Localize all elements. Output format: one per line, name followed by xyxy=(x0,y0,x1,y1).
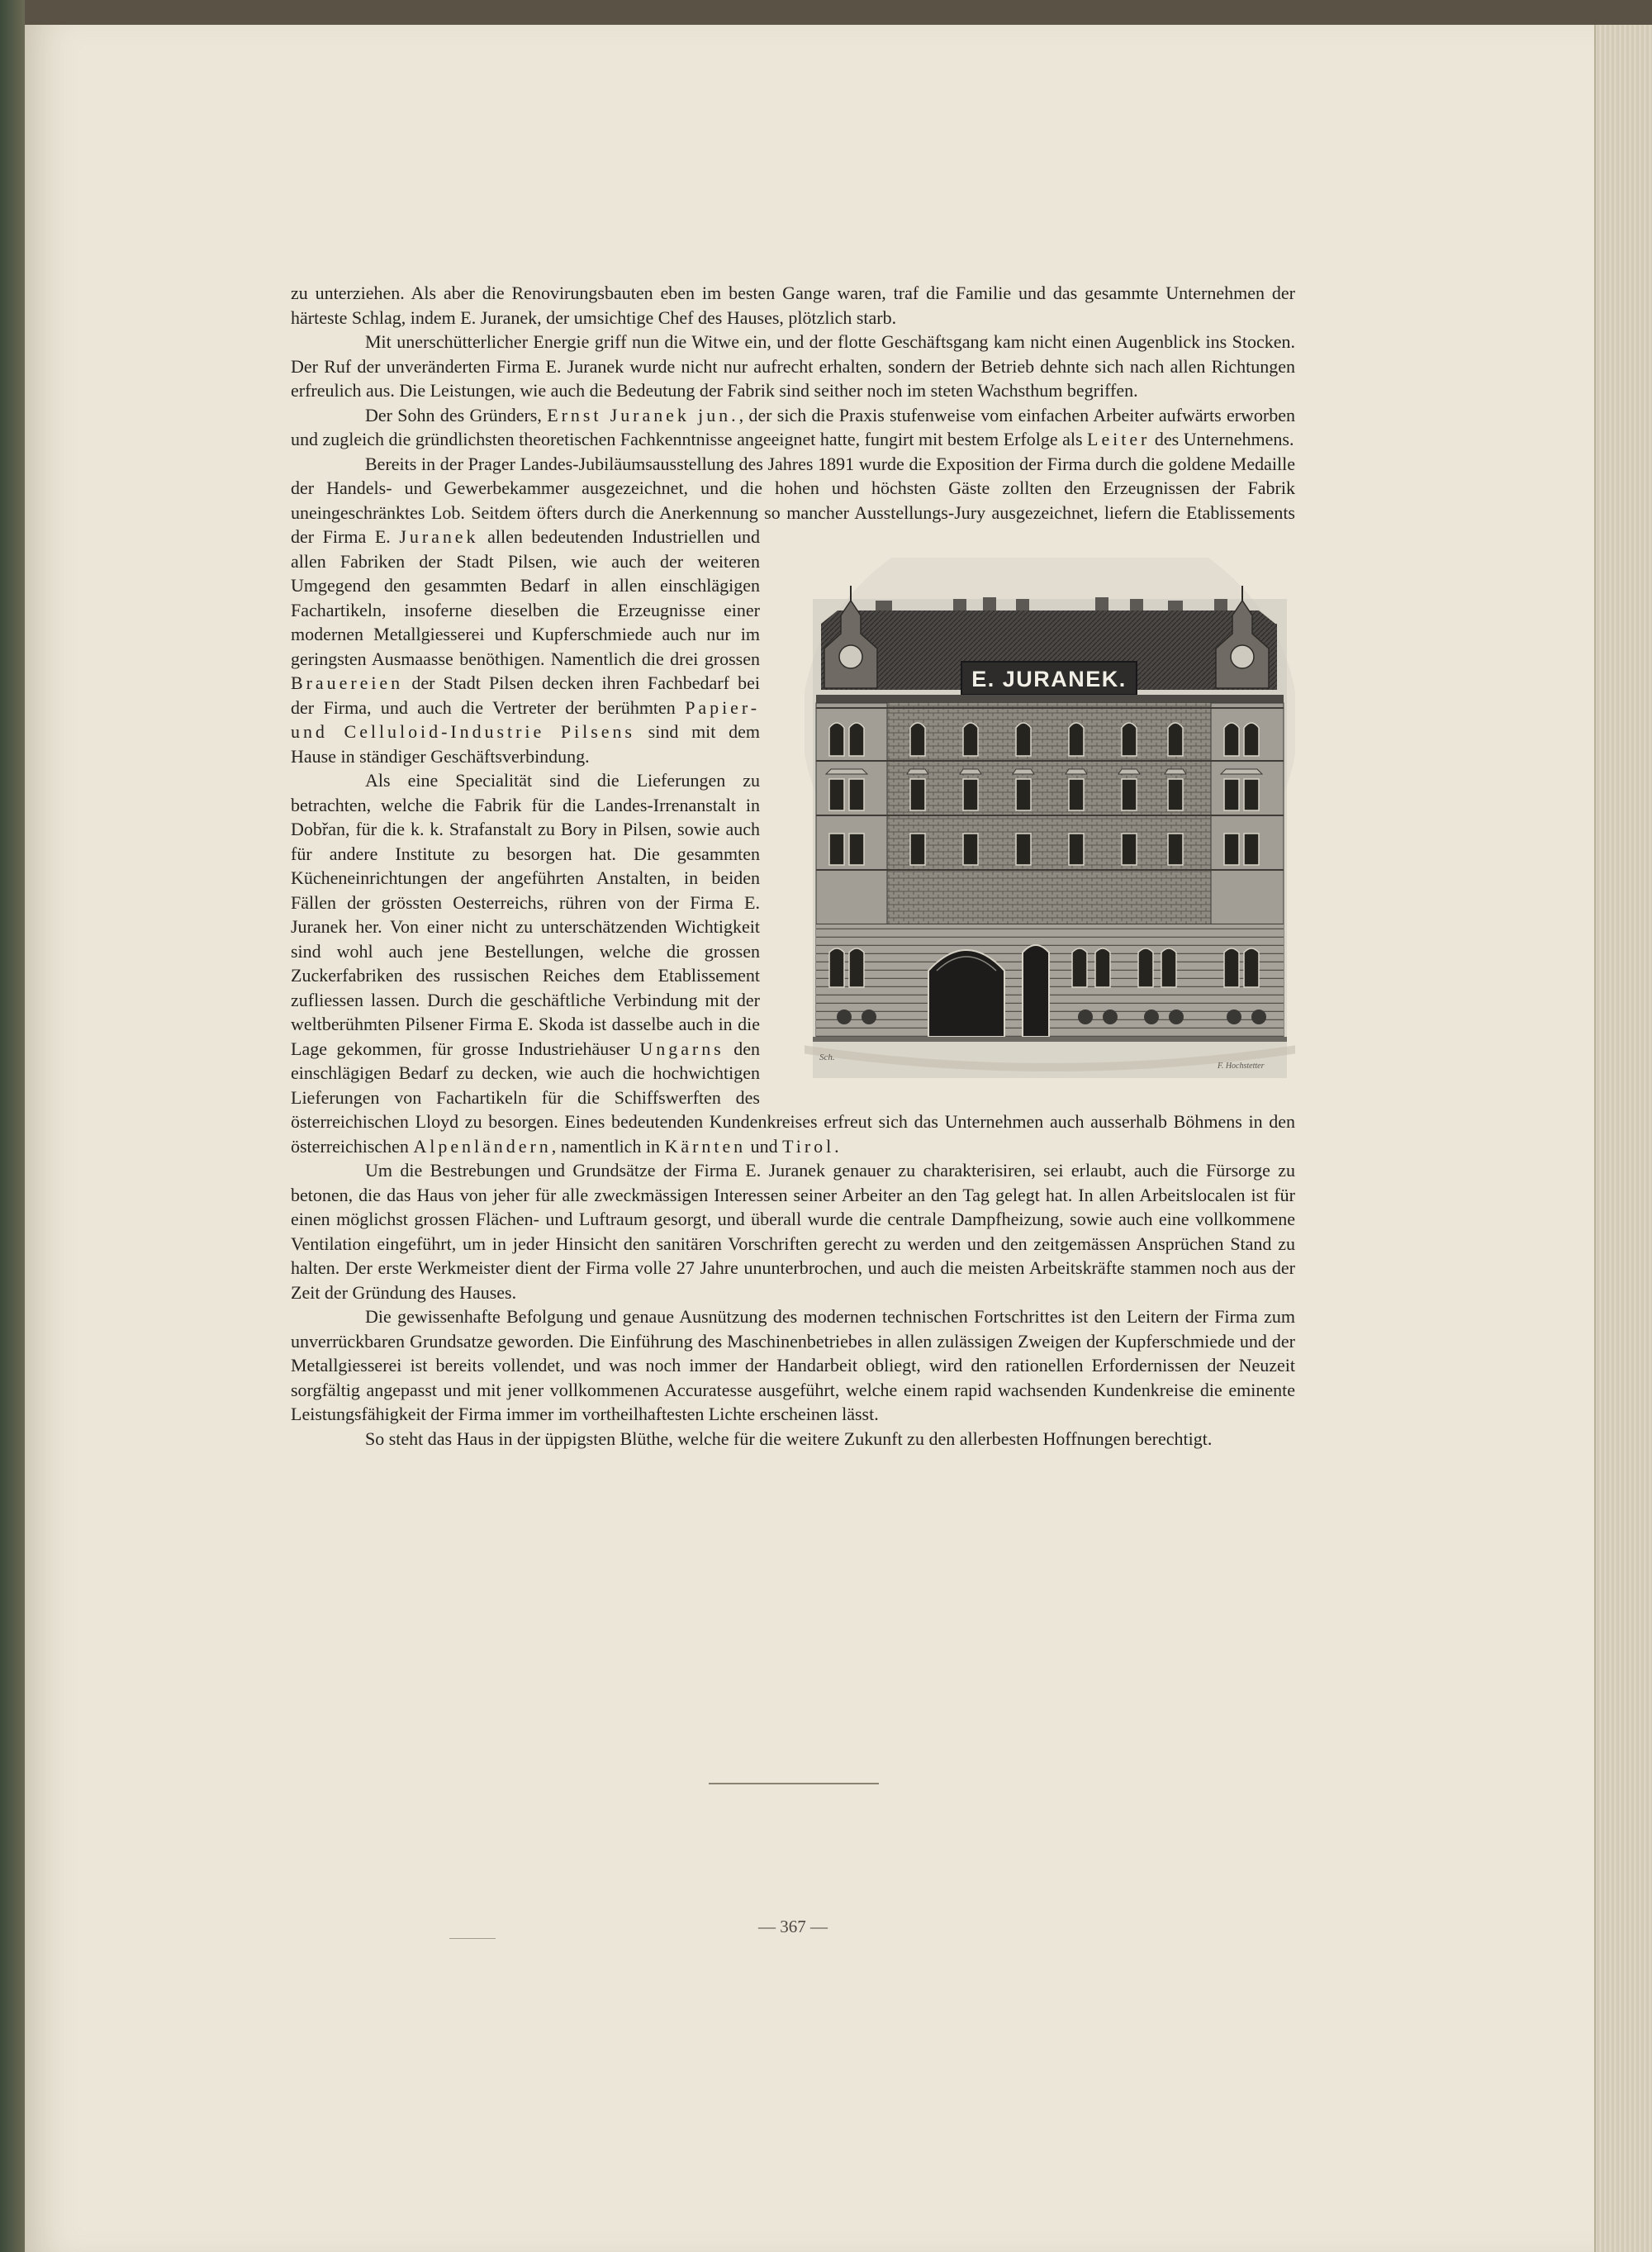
paper-mark xyxy=(449,1938,496,1939)
paragraph-7: Die gewissenhafte Befolgung und genaue Ausnützung des modernen technischen Fortschrittes ist den Leitern der Firma zum unverrückbaren Grundsatze geworden. Die Einführung des Maschinenbetriebes in allen zulässigen Zweigen der Kupferschmiede und der Metallgiesserei ist bereits vollendet, und was noch immer der Handarbeit obliegt, wird den rationellen Erfordernissen der Neuzeit sorgfältig angepasst und mit jener vollkommenen Accuratesse ausgeführt, welche einem rapid wachsenden Kundenkreise die eminente Leistungsfähigkeit der Firma immer im vortheilhaftesten Lichte erscheinen lässt. xyxy=(291,1306,1295,1424)
paragraph-4: Bereits in der Prager Landes-Jubiläumsausstellung des Jahres 1891 wurde die Exposition der Firma durch die goldene Medaille der Handels- und Gewerbekammer ausgezeichnet, und die hohen und höchsten Gäste zollten den Erzeugnissen der Fabrik uneingeschränktes Lob. Seitdem öfters durch die Anerkennung so mancher Ausstellungs-Jury ausgezeichnet, liefern die Etablissements der Firma E. Juranek E. JURANEK. Sch. F. Hochstetter allen bedeutenden Industriellen und allen Fabriken der Stadt Pilsen, wie auch der weiteren Umgegend den gesammten Bedarf in allen einschlägigen Fachartikeln, insoferne dieselben die Erzeugnisse einer modernen Metallgiesserei und Kupferschmiede auch nur im geringsten Ausmaasse benöthigen. Namentlich die drei grossen Brauereien der Stadt Pilsen decken ihren Fachbedarf bei der Firma, und auch die Vertreter der berühmten Papier- und Celluloid-Industrie Pilsens sind mit dem Hause in ständiger Geschäftsverbindung. xyxy=(291,452,1295,769)
paragraph-8: So steht das Haus in der üppigsten Blüthe, welche für die weitere Zukunft zu den allerbesten Hoffnungen berechtigt. xyxy=(365,1428,1213,1449)
scan-background xyxy=(25,0,1652,25)
section-divider xyxy=(709,1783,879,1784)
paragraph-3: Der Sohn des Gründers, Ernst Juranek jun., der sich die Praxis stufenweise vom einfachen Arbeiter aufwärts erworben und zugleich die gründlichsten theoretischen Fachkenntnisse angeeignet hatte, fungirt mit bestem Erfolge als Leiter des Unternehmens. xyxy=(291,404,1296,449)
body-text xyxy=(291,281,1295,1451)
book-spine-edge xyxy=(0,0,25,2252)
page-stack-edges xyxy=(1594,25,1652,2252)
page-number: — 367 — xyxy=(758,1917,828,1936)
paragraph-2: Mit unerschütterlicher Energie griff nun die Witwe ein, und der flotte Geschäftsgang kam nicht einen Augenblick ins Stocken. Der Ruf der unveränderten Firma E. Juranek wurde nicht nur aufrecht erhalten, sondern der Betrieb dehnte sich nach allen Richtungen erfreulich aus. Die Leistungen, wie auch die Bedeutung der Fabrik sind seither noch im steten Wachsthum begriffen. xyxy=(291,331,1295,401)
paragraph-6: Um die Bestrebungen und Grundsätze der Firma E. Juranek genauer zu charakterisiren, sei erlaubt, auch die Fürsorge zu betonen, die das Haus von jeher für alle zweckmässigen Interessen seiner Arbeiter an den Tag gelegt hat. In allen Arbeitslocalen ist für einen möglichst grossen Flächen- und Luftraum gesorgt, und überall wurde die centrale Dampfheizung, sowie auch eine vollkommene Ventilation eingeführt, um in jeder Hinsicht den sanitären Vorschriften gerecht zu werden und den zeitgemässen Ansprüchen Stand zu halten. Der erste Werkmeister dient der Firma volle 27 Jahre ununterbrochen, und auch die meisten Arbeitskräfte stammen noch aus der Zeit der Gründung des Hauses. xyxy=(291,1160,1295,1303)
facade-sign: E. JURANEK. xyxy=(971,667,1127,691)
building-illustration xyxy=(805,558,1295,1105)
engraver-signature-left: Sch. xyxy=(819,1052,835,1062)
paragraph-5: Als eine Specialität sind die Lieferungen zu betrachten, welche die Fabrik für die Landes-Irrenanstalt in Dobřan, für die k. k. Strafanstalt zu Bory in Pilsen, sowie auch für andere Institute zu besorgen hat. Die gesammten Kücheneinrichtungen der angeführten Anstalten, in beiden Fällen der grössten Oesterreichs, rühren von der Firma E. Juranek her. Von einer nicht zu unterschätzenden Wichtigkeit sind wohl auch jene Bestellungen, welche die grossen Zuckerfabriken des russischen Reiches dem Etablissement zufliessen lassen. Durch die geschäftliche Verbindung mit der weltberühmten Pilsener Firma E. Skoda ist dasselbe auch in die Lage gekommen, für grosse Industriehäuser Ungarns den einschlägigen Bedarf zu decken, wie auch die hochwichtigen Lieferungen von Fachartikeln für die Schiffswerften des österreichischen Lloyd zu besorgen. Eines bedeutenden Kundenkreises erfreut sich das Unternehmen auch ausserhalb Böhmens in den österreichischen Alpenländern, namentlich in Kärnten und Tirol. xyxy=(291,770,1295,1157)
paragraph-1: zu unterziehen. Als aber die Renovirungsbauten eben im besten Gange waren, traf die Familie und das gesammte Unternehmen der härteste Schlag, indem E. Juranek, der umsichtige Chef des Hauses, plötzlich starb. xyxy=(291,283,1295,328)
engraver-signature-right: F. Hochstetter xyxy=(1218,1062,1265,1071)
